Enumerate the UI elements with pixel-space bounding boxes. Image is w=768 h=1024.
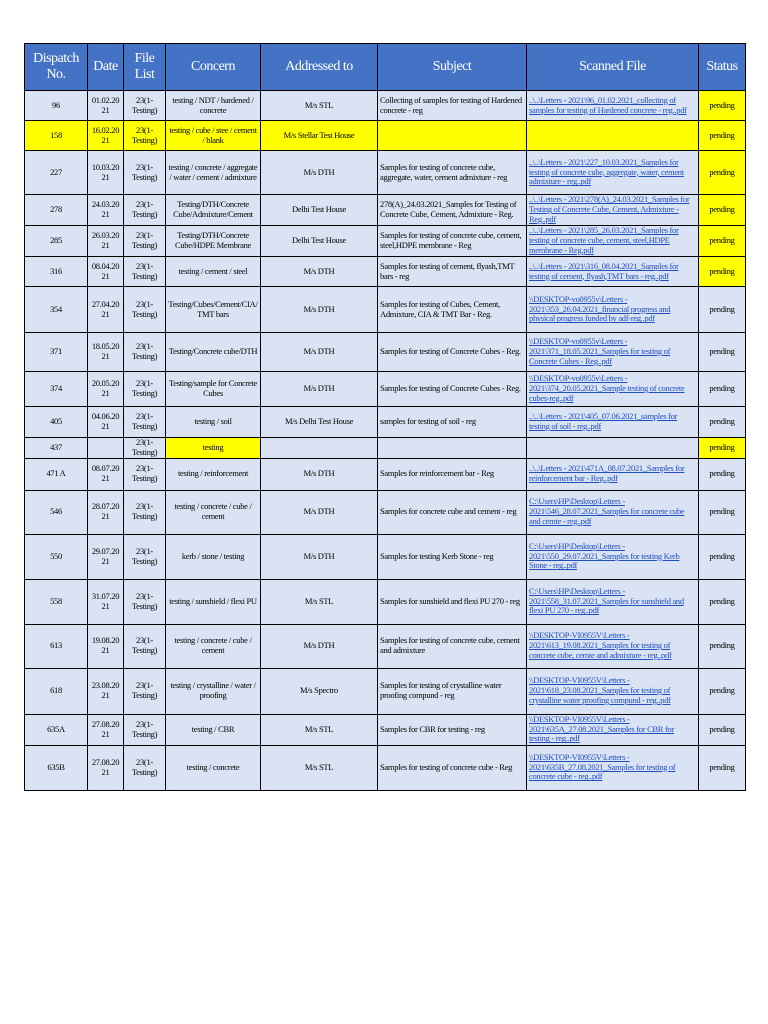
concern-cell[interactable]: Testing/DTH/Concrete Cube/Admixture/Cement (166, 195, 261, 226)
subject-cell[interactable]: Samples for CBR for testing - reg (378, 714, 527, 745)
scanned-file-link[interactable]: ..\..\Letters - 2021\278(A)_24.03.2021_Samples for Testing of Concrete Cube, Cement, Admixture - Reg..pdf (527, 195, 699, 226)
status-cell[interactable]: pending (699, 195, 746, 226)
file-list-cell[interactable]: 23(1-Testing) (124, 151, 166, 195)
status-cell[interactable]: pending (699, 226, 746, 257)
header-addressed-to[interactable]: Addressed to (261, 44, 378, 91)
status-cell[interactable]: pending (699, 490, 746, 534)
table-row (25, 372, 746, 407)
header-file-list[interactable]: File List (124, 44, 166, 91)
table-row (25, 458, 746, 490)
header-row (25, 44, 746, 91)
subject-cell[interactable]: Collecting of samples for testing of Hardened concrete - reg (378, 91, 527, 121)
subject-cell[interactable]: Samples for testing of concrete cube, cement and admixture (378, 624, 527, 668)
scanned-file-link[interactable] (527, 121, 699, 151)
subject-cell[interactable]: Samples for testing of Cubes, Cement, Admixture, CIA & TMT Bar - Reg. (378, 287, 527, 333)
scanned-file-link[interactable]: ..\..\Letters - 2021\405_07.06.2021_samples for testing of soil - reg..pdf (527, 407, 699, 438)
file-list-cell[interactable]: 23(1-Testing) (124, 121, 166, 151)
dispatch-no-cell[interactable]: 471 A (25, 458, 88, 490)
addressed-to-cell[interactable]: M/s DTH (261, 333, 378, 372)
addressed-to-cell[interactable]: M/s Stellar Test House (261, 121, 378, 151)
date-cell[interactable] (88, 438, 124, 459)
status-cell[interactable]: pending (699, 287, 746, 333)
status-cell[interactable]: pending (699, 668, 746, 714)
addressed-to-cell[interactable]: M/s STL (261, 579, 378, 624)
table-row (25, 333, 746, 372)
file-list-cell[interactable]: 23(1-Testing) (124, 333, 166, 372)
status-cell[interactable]: pending (699, 121, 746, 151)
concern-cell[interactable]: kerb / stone / testing (166, 534, 261, 579)
scanned-file-link[interactable]: \\DESKTOP-VI0955V\Letters - 2021\618_23.08.2021_Samples for testing of crystalline water proofing compund - reg..pdf (527, 668, 699, 714)
concern-cell[interactable]: testing / crystalline / water / proofing (166, 668, 261, 714)
addressed-to-cell[interactable]: Delhi Test House (261, 226, 378, 257)
dispatch-no-cell[interactable]: 558 (25, 579, 88, 624)
concern-cell[interactable]: Testing/Concrete cube/DTH (166, 333, 261, 372)
addressed-to-cell[interactable]: M/s DTH (261, 151, 378, 195)
addressed-to-cell[interactable]: M/s DTH (261, 287, 378, 333)
concern-cell[interactable]: Testing/sample for Concrete Cubes (166, 372, 261, 407)
date-cell[interactable]: 29.07.2021 (88, 534, 124, 579)
subject-cell[interactable]: Samples for testing of concrete cube, aggregate, water, cement admixture - reg (378, 151, 527, 195)
file-list-cell[interactable]: 23(1-Testing) (124, 579, 166, 624)
header-scanned-file[interactable]: Scanned File (527, 44, 699, 91)
status-cell[interactable]: pending (699, 333, 746, 372)
addressed-to-cell[interactable]: M/s Delhi Test House (261, 407, 378, 438)
date-cell[interactable]: 19.08.2021 (88, 624, 124, 668)
addressed-to-cell[interactable]: M/s DTH (261, 458, 378, 490)
file-list-cell[interactable]: 23(1-Testing) (124, 745, 166, 790)
header-subject[interactable]: Subject (378, 44, 527, 91)
status-cell[interactable]: pending (699, 407, 746, 438)
file-list-cell[interactable]: 23(1-Testing) (124, 624, 166, 668)
dispatch-no-cell[interactable]: 437 (25, 438, 88, 459)
dispatch-no-cell[interactable]: 285 (25, 226, 88, 257)
addressed-to-cell[interactable]: M/s DTH (261, 624, 378, 668)
status-cell[interactable]: pending (699, 372, 746, 407)
file-list-cell[interactable]: 23(1-Testing) (124, 91, 166, 121)
table-row (25, 624, 746, 668)
table-row (25, 407, 746, 438)
date-cell[interactable]: 27.08.2021 (88, 714, 124, 745)
addressed-to-cell[interactable]: M/s DTH (261, 534, 378, 579)
file-list-cell[interactable]: 23(1-Testing) (124, 287, 166, 333)
date-cell[interactable]: 24.03.2021 (88, 195, 124, 226)
concern-cell[interactable]: testing / concrete / aggregate / water / cement / admixture (166, 151, 261, 195)
subject-cell[interactable]: Samples for testing of crystalline water proofing compund - reg (378, 668, 527, 714)
file-list-cell[interactable]: 23(1-Testing) (124, 490, 166, 534)
status-cell[interactable]: pending (699, 91, 746, 121)
dispatch-no-cell[interactable]: 354 (25, 287, 88, 333)
scanned-file-link[interactable]: ..\..\Letters - 2021\96_01.02.2021_collecting of samples for testing of Hardened concrete - reg..pdf (527, 91, 699, 121)
subject-cell[interactable]: 278(A)_24.03.2021_Samples for Testing of Concrete Cube, Cement, Admixture - Reg. (378, 195, 527, 226)
addressed-to-cell[interactable]: M/s DTH (261, 490, 378, 534)
file-list-cell[interactable]: 23(1-Testing) (124, 407, 166, 438)
status-cell[interactable]: pending (699, 745, 746, 790)
concern-cell[interactable]: testing / reinforcement (166, 458, 261, 490)
scanned-file-link[interactable]: ..\..\Letters - 2021\471A_08.07.2021_Samples for reinforcement bar - Reg..pdf (527, 458, 699, 490)
status-cell[interactable]: pending (699, 534, 746, 579)
table-row (25, 438, 746, 459)
concern-cell[interactable]: testing / concrete (166, 745, 261, 790)
scanned-file-link[interactable]: ..\..\Letters - 2021\285_26.03.2021_Samples for testing of concrete cube, cement, steel,HDPE membrane - Reg.pdf (527, 226, 699, 257)
dispatch-no-cell[interactable]: 96 (25, 91, 88, 121)
file-list-cell[interactable]: 23(1-Testing) (124, 226, 166, 257)
addressed-to-cell[interactable]: M/s STL (261, 745, 378, 790)
status-cell[interactable]: pending (699, 714, 746, 745)
status-cell[interactable]: pending (699, 579, 746, 624)
scanned-file-link[interactable]: C:\Users\HP\Desktop\Letters - 2021\546_28.07.2021_Samples for concrete cube and cemte - reg..pdf (527, 490, 699, 534)
dispatch-no-cell[interactable]: 618 (25, 668, 88, 714)
addressed-to-cell[interactable] (261, 438, 378, 459)
subject-cell[interactable]: Samples for reinforcement bar - Reg (378, 458, 527, 490)
date-cell[interactable]: 04.06.2021 (88, 407, 124, 438)
concern-cell[interactable]: testing / NDT / hardened / concrete (166, 91, 261, 121)
concern-cell[interactable]: testing / concrete / cube / cement (166, 490, 261, 534)
addressed-to-cell[interactable]: M/s DTH (261, 257, 378, 287)
scanned-file-link[interactable]: \\DESKTOP-vo0955v\Letters - 2021\353_26.04.2021_financial progress and physical progress funded by adf-reg..pdf (527, 287, 699, 333)
table-row (25, 745, 746, 790)
scanned-file-link[interactable]: \\DESKTOP-vo0955v\Letters - 2021\371_18.05.2021_Samples for testing of Concrete Cubes - Reg..pdf (527, 333, 699, 372)
table-row (25, 195, 746, 226)
date-cell[interactable]: 10.03.2021 (88, 151, 124, 195)
date-cell[interactable]: 23.08.2021 (88, 668, 124, 714)
table-row (25, 287, 746, 333)
date-cell[interactable]: 08.07.2021 (88, 458, 124, 490)
dispatch-no-cell[interactable]: 546 (25, 490, 88, 534)
dispatch-no-cell[interactable]: 374 (25, 372, 88, 407)
subject-cell[interactable]: samples for testing of soil - reg (378, 407, 527, 438)
date-cell[interactable]: 31.07.2021 (88, 579, 124, 624)
status-cell[interactable]: pending (699, 624, 746, 668)
scanned-file-link[interactable]: C:\Users\HP\Desktop\Letters - 2021\558_31.07.2021_Samples for sunshield and flexi PU 270 - reg..pdf (527, 579, 699, 624)
addressed-to-cell[interactable]: M/s Spectro (261, 668, 378, 714)
date-cell[interactable]: 20.05.2021 (88, 372, 124, 407)
table-row (25, 91, 746, 121)
file-list-cell[interactable]: 23(1-Testing) (124, 257, 166, 287)
date-cell[interactable]: 26.03.2021 (88, 226, 124, 257)
date-cell[interactable]: 28.07.2021 (88, 490, 124, 534)
concern-cell[interactable]: testing / concrete / cube / cement (166, 624, 261, 668)
subject-cell[interactable]: Samples for sunshield and flexi PU 270 - reg (378, 579, 527, 624)
dispatch-no-cell[interactable]: 635B (25, 745, 88, 790)
subject-cell[interactable]: Samples for testing Kerb Stone - reg (378, 534, 527, 579)
table-row (25, 257, 746, 287)
concern-cell[interactable]: testing / sunshield / flexi PU (166, 579, 261, 624)
date-cell[interactable]: 01.02.2021 (88, 91, 124, 121)
table-row (25, 579, 746, 624)
header-status[interactable]: Status (699, 44, 746, 91)
status-cell[interactable]: pending (699, 458, 746, 490)
scanned-file-link[interactable]: \\DESKTOP-VI0955V\Letters - 2021\613_19.08.2021_Samples for testing of concrete cube, cemte and admixture - reg..pdf (527, 624, 699, 668)
dispatch-no-cell[interactable]: 613 (25, 624, 88, 668)
subject-cell[interactable]: Samples for testing of concrete cube - Reg (378, 745, 527, 790)
dispatch-no-cell[interactable]: 158 (25, 121, 88, 151)
concern-cell[interactable]: Testing/Cubes/Cement/CIA/TMT bars (166, 287, 261, 333)
concern-cell[interactable]: Testing/DTH/Concrete Cube/HDPE Membrane (166, 226, 261, 257)
status-cell[interactable]: pending (699, 257, 746, 287)
dispatch-table (24, 43, 746, 791)
scanned-file-link[interactable]: ..\..\Letters - 2021\227_10.03.2021_Samples for testing of concrete cube, aggregate, water, cement admixture - reg..pdf (527, 151, 699, 195)
date-cell[interactable]: 08.04.2021 (88, 257, 124, 287)
scanned-file-link[interactable]: ..\..\Letters - 2021\316_08.04.2021_Samples for testing of cement, flyash,TMT bars - reg..pdf (527, 257, 699, 287)
date-cell[interactable]: 27.08.2021 (88, 745, 124, 790)
subject-cell[interactable] (378, 438, 527, 459)
dispatch-no-cell[interactable]: 278 (25, 195, 88, 226)
subject-cell[interactable]: Samples for testing of Concrete Cubes - Reg. (378, 333, 527, 372)
table-row (25, 121, 746, 151)
concern-cell[interactable]: testing / CBR (166, 714, 261, 745)
addressed-to-cell[interactable]: M/s DTH (261, 372, 378, 407)
subject-cell[interactable]: Samples for testing of Concrete Cubes - Reg. (378, 372, 527, 407)
dispatch-no-cell[interactable]: 371 (25, 333, 88, 372)
dispatch-no-cell[interactable]: 405 (25, 407, 88, 438)
addressed-to-cell[interactable]: M/s STL (261, 714, 378, 745)
file-list-cell[interactable]: 23(1-Testing) (124, 458, 166, 490)
addressed-to-cell[interactable]: Delhi Test House (261, 195, 378, 226)
status-cell[interactable]: pending (699, 438, 746, 459)
concern-cell[interactable]: testing (166, 438, 261, 459)
table-row (25, 226, 746, 257)
concern-cell[interactable]: testing / soil (166, 407, 261, 438)
subject-cell[interactable]: Samples for concrete cube and cement - reg (378, 490, 527, 534)
subject-cell[interactable] (378, 121, 527, 151)
table-row (25, 714, 746, 745)
date-cell[interactable]: 18.05.2021 (88, 333, 124, 372)
date-cell[interactable]: 16.02.2021 (88, 121, 124, 151)
subject-cell[interactable]: Samples for testing of concrete cube, cement, steel,HDPE membrane - Reg (378, 226, 527, 257)
scanned-file-link[interactable] (527, 438, 699, 459)
table-row (25, 490, 746, 534)
table-row (25, 151, 746, 195)
addressed-to-cell[interactable]: M/s STL (261, 91, 378, 121)
file-list-cell[interactable]: 23(1-Testing) (124, 195, 166, 226)
date-cell[interactable]: 27.04.2021 (88, 287, 124, 333)
file-list-cell[interactable]: 23(1-Testing) (124, 438, 166, 459)
dispatch-no-cell[interactable]: 550 (25, 534, 88, 579)
dispatch-no-cell[interactable]: 227 (25, 151, 88, 195)
scanned-file-link[interactable]: \\DESKTOP-VI0955V\Letters - 2021\635A_27.08.2021_Samples for CBR for testing - reg..pdf (527, 714, 699, 745)
subject-cell[interactable]: Samples for testing of cement, flyash,TMT bars - reg (378, 257, 527, 287)
file-list-cell[interactable]: 23(1-Testing) (124, 534, 166, 579)
concern-cell[interactable]: testing / cement / steel (166, 257, 261, 287)
status-cell[interactable]: pending (699, 151, 746, 195)
file-list-cell[interactable]: 23(1-Testing) (124, 668, 166, 714)
concern-cell[interactable]: testing / cube / stee / cement / blank (166, 121, 261, 151)
file-list-cell[interactable]: 23(1-Testing) (124, 714, 166, 745)
table-row (25, 668, 746, 714)
scanned-file-link[interactable]: \\DESKTOP-vo0955v\Letters - 2021\374_20.05.2021_Sample testing of concrete cubes-reg..pdf (527, 372, 699, 407)
dispatch-no-cell[interactable]: 635A (25, 714, 88, 745)
scanned-file-link[interactable]: \\DESKTOP-VI0955V\Letters - 2021\635B_27.08.2021_Samples for testing of concrete cube - reg..pdf (527, 745, 699, 790)
dispatch-no-cell[interactable]: 316 (25, 257, 88, 287)
header-concern[interactable]: Concern (166, 44, 261, 91)
header-dispatch-no[interactable]: Dispatch No. (25, 44, 88, 91)
scanned-file-link[interactable]: C:\Users\HP\Desktop\Letters - 2021\550_29.07.2021_Samples for testing Kerb Stone - reg..pdf (527, 534, 699, 579)
header-date[interactable]: Date (88, 44, 124, 91)
table-row (25, 534, 746, 579)
file-list-cell[interactable]: 23(1-Testing) (124, 372, 166, 407)
